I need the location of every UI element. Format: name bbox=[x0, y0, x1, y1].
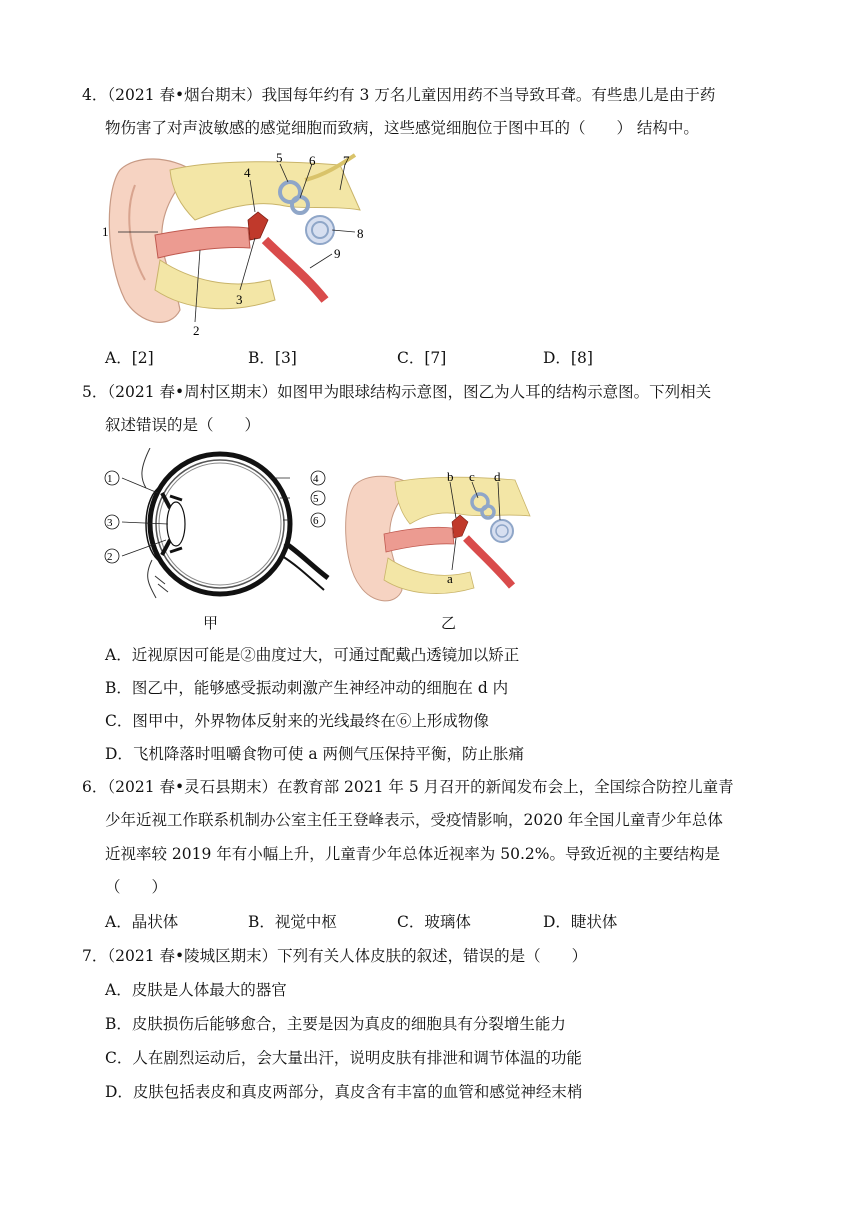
lower-eyelid bbox=[148, 560, 156, 598]
q7-option-b[interactable]: B．皮肤损伤后能够愈合，主要是因为真皮的细胞具有分裂增生能力 bbox=[105, 1015, 566, 1033]
q4-label-1: 1 bbox=[102, 224, 109, 239]
q4-label-6: 6 bbox=[309, 153, 316, 168]
q6-option-b[interactable]: B．视觉中枢 bbox=[248, 913, 337, 931]
q4-option-c[interactable]: C．[7] bbox=[397, 349, 447, 367]
eye-label-6: 6 bbox=[313, 515, 319, 527]
q5-option-c[interactable]: C．图甲中，外界物体反射来的光线最终在⑥上形成物像 bbox=[105, 712, 489, 730]
q6-stem-line4: （ ） bbox=[105, 878, 168, 896]
ear-label-d: d bbox=[494, 469, 501, 484]
q4-label-8: 8 bbox=[357, 226, 364, 241]
optic-nerve bbox=[285, 543, 328, 578]
eye-label-3: 3 bbox=[107, 517, 113, 529]
q5-option-a[interactable]: A．近视原因可能是②曲度过大，可通过配戴凸透镜加以矫正 bbox=[105, 646, 520, 664]
q4-option-b[interactable]: B．[3] bbox=[248, 349, 297, 367]
q4-option-d[interactable]: D．[8] bbox=[543, 349, 593, 367]
q4-label-9: 9 bbox=[334, 246, 341, 261]
cochlea bbox=[306, 216, 334, 244]
q4-label-4: 4 bbox=[244, 165, 251, 180]
q7-option-c[interactable]: C．人在剧烈运动后，会大量出汗，说明皮肤有排泄和调节体温的功能 bbox=[105, 1049, 582, 1067]
cochlea bbox=[491, 520, 513, 542]
ear-label-a: a bbox=[447, 571, 453, 586]
eye-label-4: 4 bbox=[313, 473, 319, 485]
ear-canal bbox=[384, 527, 454, 552]
optic-nerve-sheath bbox=[282, 556, 324, 590]
eye-caption: 甲 bbox=[203, 614, 219, 632]
q4-stem-line2: 物伤害了对声波敏感的感觉细胞而致病，这些感觉细胞位于图中耳的（ ） 结构中。 bbox=[105, 119, 699, 137]
q4-stem-line1: 4．（2021 春•烟台期末）我国每年约有 3 万名儿童因用药不当导致耳聋。有些患儿是由于药 bbox=[82, 86, 716, 104]
ossicles bbox=[248, 212, 268, 240]
eyelashes bbox=[155, 576, 168, 592]
eye-label-1: 1 bbox=[107, 473, 113, 485]
q4-label-5: 5 bbox=[276, 150, 283, 165]
q4-ear-diagram bbox=[100, 150, 380, 340]
q7-option-a[interactable]: A．皮肤是人体最大的器官 bbox=[105, 981, 287, 999]
upper-eyelid bbox=[142, 448, 150, 488]
q5-stem-line1: 5．（2021 春•周村区期末）如图甲为眼球结构示意图，图乙为人耳的结构示意图。下列相关 bbox=[82, 383, 712, 401]
q6-stem-line1: 6．（2021 春•灵石县期末）在教育部 2021 年 5 月召开的新闻发布会上，全国综合防控儿童青 bbox=[82, 778, 734, 796]
eustachian-tube bbox=[466, 538, 512, 586]
q5-eye-diagram bbox=[100, 448, 332, 634]
q5-option-b[interactable]: B．图乙中，能够感受振动刺激产生神经冲动的细胞在 d 内 bbox=[105, 679, 509, 697]
eye-label-2: 2 bbox=[107, 551, 113, 563]
q6-option-a[interactable]: A．晶状体 bbox=[105, 913, 179, 931]
q4-label-7: 7 bbox=[343, 153, 350, 168]
ear-caption: 乙 bbox=[441, 614, 457, 632]
ossicles bbox=[452, 515, 468, 538]
q4-option-a[interactable]: A．[2] bbox=[105, 349, 154, 367]
q4-label-3: 3 bbox=[236, 292, 243, 307]
ear-label-b: b bbox=[447, 469, 454, 484]
ear-canal bbox=[155, 227, 250, 258]
eye-label-5: 5 bbox=[313, 493, 319, 505]
q5-ear-diagram bbox=[340, 468, 540, 613]
q6-stem-line2: 少年近视工作联系机制办公室主任王登峰表示，受疫情影响，2020 年全国儿童青少年总体 bbox=[105, 811, 723, 829]
q6-option-d[interactable]: D．睫状体 bbox=[543, 913, 618, 931]
q7-option-d[interactable]: D．皮肤包括表皮和真皮两部分，真皮含有丰富的血管和感觉神经末梢 bbox=[105, 1083, 583, 1101]
lens bbox=[167, 502, 185, 546]
q7-stem-line1: 7．（2021 春•陵城区期末）下列有关人体皮肤的叙述，错误的是（ ） bbox=[82, 947, 588, 965]
q4-label-2: 2 bbox=[193, 323, 200, 338]
q5-stem-line2: 叙述错误的是（ ） bbox=[105, 416, 261, 434]
q6-stem-line3: 近视率较 2019 年有小幅上升，儿童青少年总体近视率为 50.2%。导致近视的主要结构是 bbox=[105, 845, 720, 863]
q5-option-d[interactable]: D．飞机降落时咀嚼食物可使 a 两侧气压保持平衡，防止胀痛 bbox=[105, 745, 525, 763]
q6-option-c[interactable]: C．玻璃体 bbox=[397, 913, 471, 931]
eustachian-tube bbox=[265, 240, 325, 300]
ear-label-c: c bbox=[469, 469, 475, 484]
